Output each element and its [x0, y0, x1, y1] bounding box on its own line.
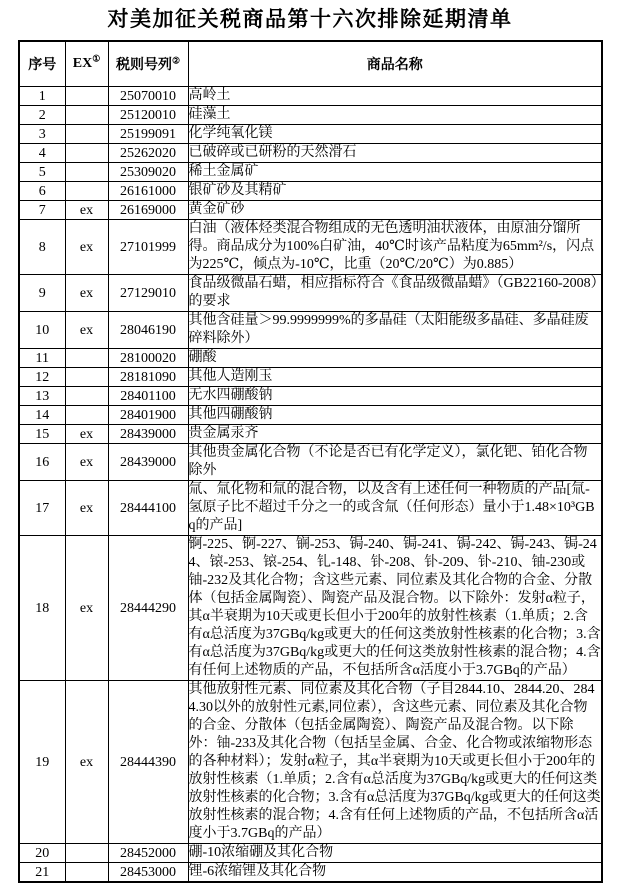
cell-name: 其他放射性元素、同位素及其化合物（子目2844.10、2844.20、2844.30以外的放射性元素,同位素），含这些元素、同位素及其化合物的合金、分散体（包括金属陶瓷）、陶瓷产品及混合物。以下除外：铀-233及其化合物（包括呈金属、合金、化合物或浓缩物形态的各种材料）；发射α粒子，其α半衰期为10天或更长但小于200年的放射性核素（1.单质；2.含有α总活度为37GBq/kg或更大的任何这类放射性核素的化合物；3.含有α总活度为37GBq/kg或更大的任何这类放射性核素的混合物；4.含有任何上述物质的产品，不包括所含α活度小于3.7GBq的产品）	[188, 681, 602, 844]
cell-code: 25120010	[108, 106, 188, 125]
cell-no: 1	[19, 87, 65, 106]
cell-code: 28401100	[108, 387, 188, 406]
cell-no: 15	[19, 425, 65, 444]
cell-name: 白油（液体烃类混合物组成的无色透明油状液体，由原油分馏所得。商品成分为100%白矿油，40℃时该产品粘度为65mm²/s，闪点为225℃，倾点为-10℃，比重（20℃/20℃）为0.885）	[188, 220, 602, 275]
cell-no: 19	[19, 681, 65, 844]
cell-name: 其他四硼酸钠	[188, 406, 602, 425]
cell-ex	[65, 406, 108, 425]
header-name-label: 商品名称	[366, 58, 423, 73]
cell-code: 27129010	[108, 275, 188, 312]
table-row	[19, 312, 602, 349]
cell-name: 高岭土	[188, 87, 602, 106]
table-row	[19, 844, 602, 863]
cell-no: 18	[19, 536, 65, 681]
header-ex	[65, 41, 108, 87]
cell-name: 硼酸	[188, 349, 602, 368]
cell-no: 7	[19, 201, 65, 220]
cell-name: 黄金矿砂	[188, 201, 602, 220]
cell-ex	[65, 863, 108, 883]
exclusion-table	[18, 40, 603, 883]
cell-no: 12	[19, 368, 65, 387]
table-row	[19, 220, 602, 275]
table-row	[19, 536, 602, 681]
cell-no: 14	[19, 406, 65, 425]
cell-ex: ex	[65, 481, 108, 536]
table-row	[19, 444, 602, 481]
cell-ex: ex	[65, 425, 108, 444]
cell-no: 16	[19, 444, 65, 481]
cell-code: 28444100	[108, 481, 188, 536]
cell-name: 硼-10浓缩硼及其化合物	[188, 844, 602, 863]
table-row	[19, 368, 602, 387]
header-code	[108, 41, 188, 87]
cell-ex	[65, 125, 108, 144]
header-name	[188, 41, 602, 87]
cell-name: 银矿砂及其精矿	[188, 182, 602, 201]
table-row	[19, 387, 602, 406]
header-ex-label: EX	[72, 56, 93, 71]
table-row	[19, 144, 602, 163]
cell-name: 贵金属汞齐	[188, 425, 602, 444]
cell-ex: ex	[65, 201, 108, 220]
cell-ex	[65, 368, 108, 387]
cell-no: 5	[19, 163, 65, 182]
cell-code: 28452000	[108, 844, 188, 863]
cell-ex: ex	[65, 220, 108, 275]
table-row	[19, 106, 602, 125]
cell-ex: ex	[65, 681, 108, 844]
cell-ex: ex	[65, 536, 108, 681]
cell-code: 25070010	[108, 87, 188, 106]
cell-no: 13	[19, 387, 65, 406]
cell-ex	[65, 844, 108, 863]
cell-code: 28181090	[108, 368, 188, 387]
table-row	[19, 425, 602, 444]
cell-ex	[65, 387, 108, 406]
table-row	[19, 681, 602, 844]
cell-code: 25262020	[108, 144, 188, 163]
header-row	[19, 41, 602, 87]
circled-2-superscript: ②	[171, 55, 181, 66]
header-code-label: 税则号列	[115, 58, 172, 73]
cell-code: 28046190	[108, 312, 188, 349]
cell-ex	[65, 87, 108, 106]
cell-name: 已破碎或已研粉的天然滑石	[188, 144, 602, 163]
cell-name: 锂-6浓缩锂及其化合物	[188, 863, 602, 883]
circled-1-superscript: ①	[92, 53, 101, 64]
cell-ex	[65, 144, 108, 163]
cell-no: 3	[19, 125, 65, 144]
cell-ex	[65, 182, 108, 201]
table-row	[19, 163, 602, 182]
cell-no: 21	[19, 863, 65, 883]
table-row	[19, 87, 602, 106]
cell-code: 26161000	[108, 182, 188, 201]
cell-no: 17	[19, 481, 65, 536]
table-row	[19, 406, 602, 425]
cell-code: 26169000	[108, 201, 188, 220]
cell-code: 28401900	[108, 406, 188, 425]
cell-code: 25199091	[108, 125, 188, 144]
cell-name: 无水四硼酸钠	[188, 387, 602, 406]
cell-no: 8	[19, 220, 65, 275]
cell-code: 28444390	[108, 681, 188, 844]
table-row	[19, 863, 602, 883]
table-row	[19, 125, 602, 144]
cell-code: 25309020	[108, 163, 188, 182]
header-no-label: 序号	[28, 58, 57, 73]
table-row	[19, 349, 602, 368]
cell-code: 28100020	[108, 349, 188, 368]
cell-code: 28444290	[108, 536, 188, 681]
cell-code: 28439000	[108, 444, 188, 481]
cell-name: 锕-225、锕-227、锎-253、锔-240、锔-241、锔-242、锔-243、锔-244、锿-253、锿-254、钆-148、钋-208、钋-209、钋-210、铀-230或铀-232及其化合物；含这些元素、同位素及其化合物的合金、分散体（包括金属陶瓷）、陶瓷产品及混合物。以下除外：发射α粒子，其α半衰期为10天或更长但小于200年的放射性核素（1.单质；2.含有α总活度为37GBq/kg或更大的任何这类放射性核素的化合物；3.含有α总活度为37GBq/kg或更大的任何这类放射性核素的混合物；4.含有任何上述物质的产品，不包括所含α活度小于3.7GBq的产品）	[188, 536, 602, 681]
cell-no: 10	[19, 312, 65, 349]
cell-ex	[65, 163, 108, 182]
page-title: 对美加征关税商品第十六次排除延期清单	[107, 7, 513, 31]
cell-name: 其他贵金属化合物（不论是否已有化学定义），氯化钯、铂化合物除外	[188, 444, 602, 481]
cell-ex	[65, 349, 108, 368]
cell-ex	[65, 106, 108, 125]
table-row	[19, 201, 602, 220]
cell-name: 硅藻土	[188, 106, 602, 125]
cell-ex: ex	[65, 275, 108, 312]
header-no	[19, 41, 65, 87]
cell-name: 稀土金属矿	[188, 163, 602, 182]
cell-no: 6	[19, 182, 65, 201]
table-row	[19, 182, 602, 201]
table-row	[19, 481, 602, 536]
cell-name: 食品级微晶石蜡，相应指标符合《食品级微晶蜡》（GB22160-2008）的要求	[188, 275, 602, 312]
cell-no: 4	[19, 144, 65, 163]
cell-no: 20	[19, 844, 65, 863]
cell-ex: ex	[65, 312, 108, 349]
cell-name: 其他人造刚玉	[188, 368, 602, 387]
cell-ex: ex	[65, 444, 108, 481]
cell-code: 28453000	[108, 863, 188, 883]
cell-no: 2	[19, 106, 65, 125]
cell-no: 11	[19, 349, 65, 368]
cell-name: 其他含硅量＞99.9999999%的多晶硅（太阳能级多晶硅、多晶硅废碎料除外）	[188, 312, 602, 349]
table-row	[19, 275, 602, 312]
cell-name: 化学纯氧化镁	[188, 125, 602, 144]
cell-code: 28439000	[108, 425, 188, 444]
cell-no: 9	[19, 275, 65, 312]
table-body	[19, 87, 602, 883]
cell-code: 27101999	[108, 220, 188, 275]
cell-name: 氚、氚化物和氚的混合物，以及含有上述任何一种物质的产品[氚-氢原子比不超过千分之一的或含氚（任何形态）量小于1.48×10³GBq的产品]	[188, 481, 602, 536]
